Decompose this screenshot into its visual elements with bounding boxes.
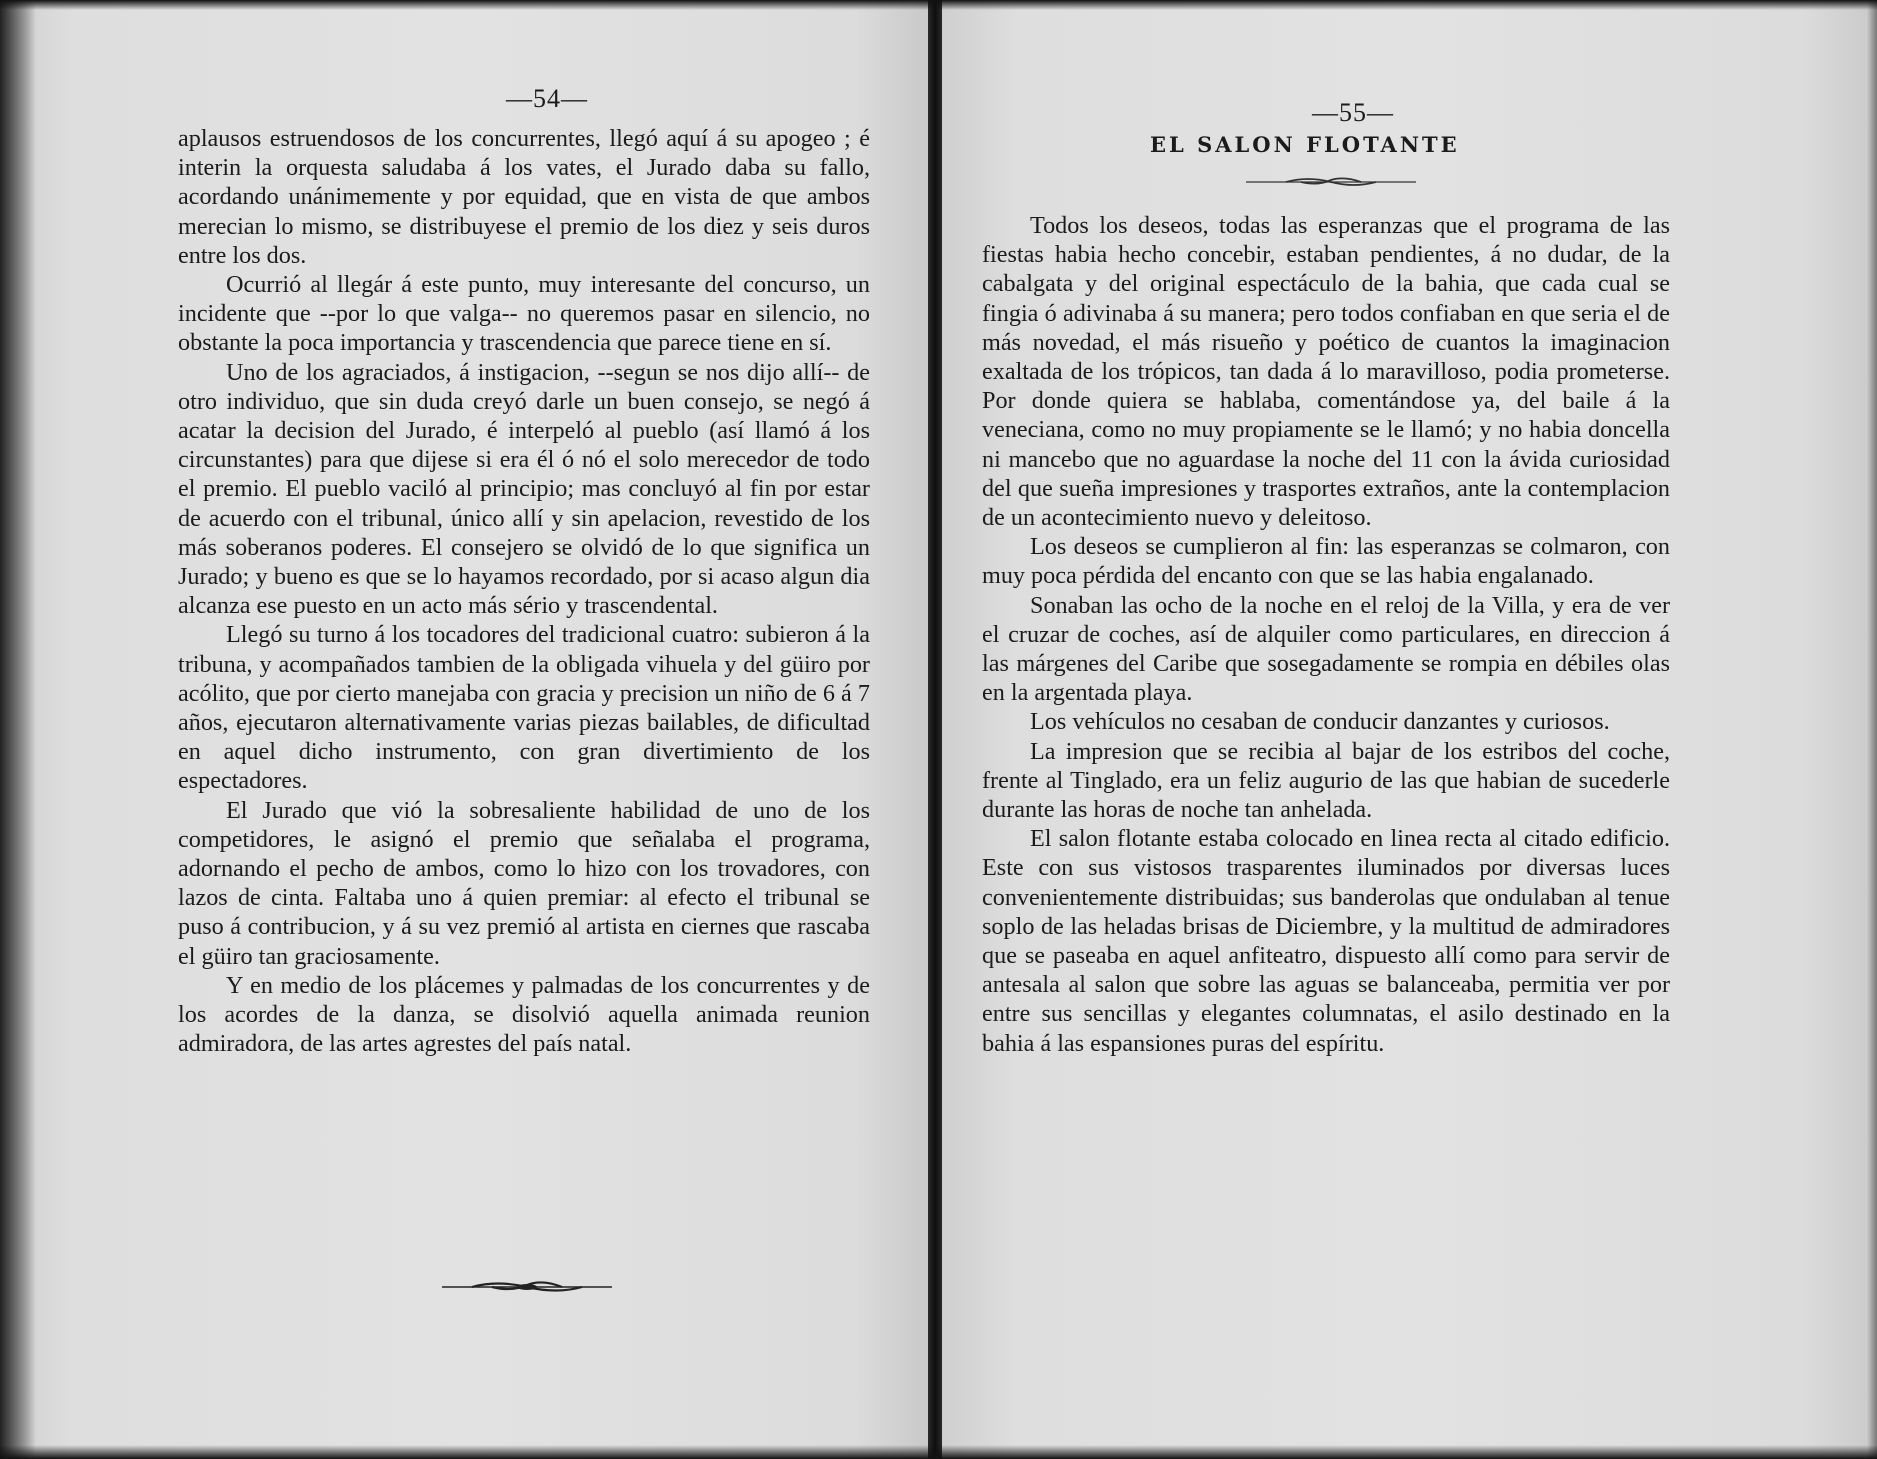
right-paragraph-2: Los deseos se cumplieron al fin: las esperanzas se colmaron, con muy poca pérdida del encanto con que se las habia engalanado.: [982, 533, 1670, 590]
right-paragraph-5: La impresion que se recibia al bajar de los estribos del coche, frente al Tinglado, era un feliz augurio de las que habian de sucederle durante las horas de noche tan anhelada.: [982, 737, 1670, 824]
chapter-heading: EL SALON FLOTANTE: [1150, 132, 1460, 157]
right-paragraph-6: El salon flotante estaba colocado en linea recta al citado edificio. Este con sus vistosos trasparentes iluminados por diversas luces convenientemente distribuidas; sus banderolas que ondulaban al tenue soplo de las heladas brisas de Diciembre, y la multitud de admiradores que se paseaba en aquel anfiteatro, dispuesto allí como para servir de antesala al salon que sobre las aguas se balanceaba, permitia ver por entre sus sencillas y elegantes columnatas, el asilo destinado en la bahia á las espansiones puras del espíritu.: [982, 825, 1670, 1057]
page-edge-shadow-right: [1867, 0, 1877, 1459]
left-paragraph-4: Llegó su turno á los tocadores del tradicional cuatro: subieron á la tribuna, y acompañados tambien de la obligada vihuela y del güiro por acólito, que por cierto manejaba con gracia y precision un niño de 6 á 7 años, ejecutaron alternativamente varias piezas bailables, de dificultad en aquel dicho instrumento, con gran divertimiento de los espectadores.: [178, 621, 870, 795]
left-paragraph-2: Ocurrió al llegár á este punto, muy interesante del concurso, un incidente que --por lo que valga-- no queremos pasar en silencio, no obstante la poca importancia y trascendencia que parece tiene en sí.: [178, 271, 870, 357]
right-paragraph-1: Todos los deseos, todas las esperanzas que el programa de las fiestas habia hecho concebir, estaban pendientes, á no dudar, de la cabalgata y del original espectáculo de la bahia, que cada cual se fingia ó adivinaba á su manera; pero todos confiaban en que seria el de más novedad, el más risueño y poético de cuantos la imaginacion exaltada de los trópicos, tan dada á lo maravilloso, podia prometerse. Por donde quiera se hablaba, comentándose ya, del baile á la veneciana, como no muy propiamente se le llamó; y no habia doncella ni mancebo que no aguardase la noche del 11 con la ávida curiosidad del que sueña impresiones y trasportes extraños, ante la contemplacion de un acontecimiento nuevo y deleitoso.: [982, 212, 1670, 532]
right-page-body: [982, 211, 1670, 1058]
page-edge-shadow: [0, 0, 36, 1459]
right-page-number: —55—: [1312, 98, 1394, 127]
heading-ornament-divider: [1246, 176, 1416, 188]
scan-bottom-edge: [0, 1445, 1877, 1459]
scan-top-edge: [0, 0, 1877, 10]
left-paragraph-3: Uno de los agraciados, á instigacion, --segun se nos dijo allí-- de otro individuo, que sin duda creyó darle un buen consejo, se negó á acatar la decision del Jurado, é interpeló al pueblo (así llamó á los circunstantes) para que dijese si era él ó nó el solo merecedor de todo el premio. El pueblo vaciló al principio; mas concluyó al fin por estar de acuerdo con el tribunal, único allí y sin apelacion, revestido de los más soberanos poderes. El consejero se olvidó de lo que significa un Jurado; y bueno es que se lo hayamos recordado, por si acaso algun dia alcanza ese puesto en un acto más sério y trascendental.: [178, 358, 870, 620]
book-gutter: [928, 0, 942, 1459]
left-paragraph-6: Y en medio de los plácemes y palmadas de los concurrentes y de los acordes de la danza, se disolvió aquella animada reunion admiradora, de las artes agrestes del país natal.: [178, 971, 870, 1058]
left-paragraph-5: El Jurado que vió la sobresaliente habilidad de uno de los competidores, le asignó el premio que señalaba el programa, adornando el pecho de ambos, como lo hizo con los trovadores, con lazos de cinta. Faltaba uno á quien premiar: al efecto el tribunal se puso á contribucion, y á su vez premió al artista en ciernes que rascaba el güiro tan graciosamente.: [178, 796, 870, 970]
left-page-body: [178, 124, 870, 1059]
right-paragraph-4: Los vehículos no cesaban de conducir danzantes y curiosos.: [1030, 708, 1610, 736]
left-paragraph-1: aplausos estruendosos de los concurrentes, llegó aquí á su apogeo ; é interin la orquesta saludaba á los vates, el Jurado daba su fallo, acordando unánimemente y por equidad, que en vista de que ambos merecian lo mismo, se distribuyese el premio de los diez y seis duros entre los dos.: [178, 125, 870, 269]
right-paragraph-3: Sonaban las ocho de la noche en el reloj de la Villa, y era de ver el cruzar de coches, así de alquiler como particulares, en direccion á las márgenes del Caribe que sosegadamente se rompia en débiles olas en la argentada playa.: [982, 591, 1670, 707]
end-ornament-divider: [442, 1280, 612, 1294]
left-page-number: —54—: [506, 84, 588, 113]
